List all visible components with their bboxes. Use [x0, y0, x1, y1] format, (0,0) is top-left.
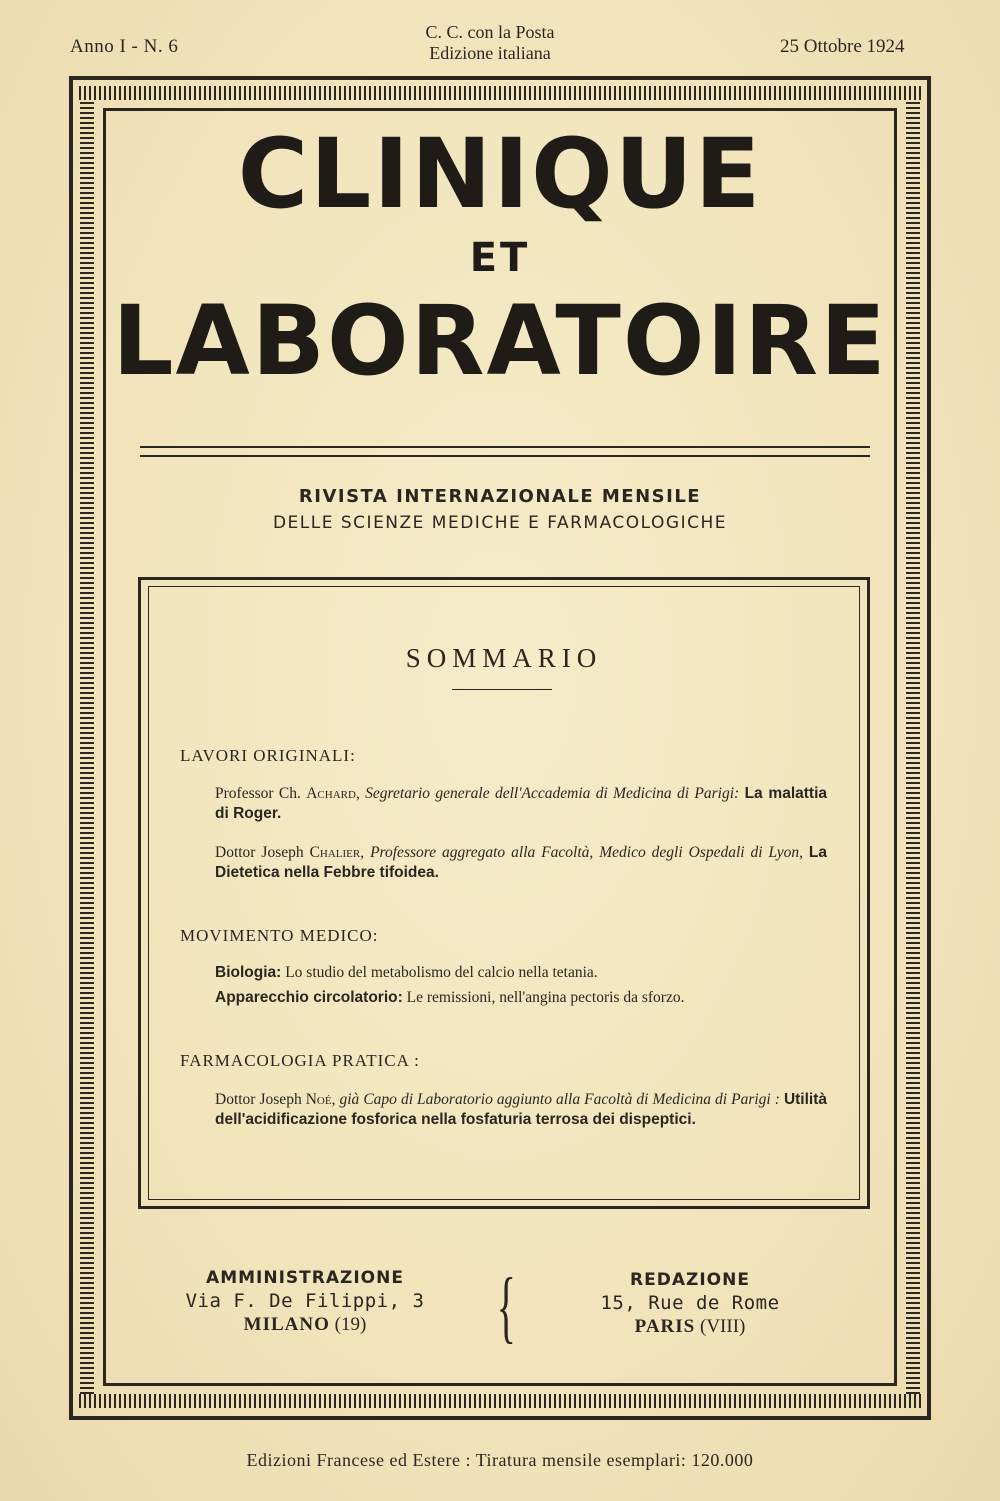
admin-city-line [150, 1314, 460, 1336]
title-line-1: CLINIQUE [237, 118, 763, 230]
brace-divider: { [496, 1263, 516, 1351]
subtitle-line-2: DELLE SCIENZE MEDICHE E FARMACOLOGICHE [272, 513, 728, 533]
entry-chalier: Dottor Joseph Chalier, Professore aggregato alla Facoltà, Medico degli Ospedali di Lyon, La Dietetica nella Febbre tifoidea. [215, 844, 827, 881]
admin-address: Via F. De Filippi, 3 [185, 1290, 425, 1312]
issue-date: 25 Ottobre 1924 [780, 36, 905, 57]
red-city-line [540, 1316, 840, 1338]
author-name: Chalier [309, 844, 361, 861]
summary-rule [452, 689, 552, 690]
border-hatch-bottom [79, 1394, 921, 1408]
movimento-line-1 [215, 964, 598, 982]
edition-line: Edizione italiana [429, 43, 551, 63]
postal-info [380, 22, 600, 64]
editorial-block [540, 1270, 840, 1338]
entry-prefix: Professor Ch. [215, 785, 301, 802]
admin-city: MILANO [243, 1314, 330, 1335]
article-title: La malattia di Roger. [215, 785, 828, 822]
author-role: Segretario generale dell'Accademia di Medicina di Parigi: [365, 785, 740, 802]
border-hatch-top [79, 86, 921, 100]
section-farmacologia: FARMACOLOGIA PRATICA : [180, 1051, 420, 1070]
postal-line: C. C. con la Posta [425, 22, 555, 42]
red-heading: REDAZIONE [630, 1270, 750, 1290]
entry-prefix: Dottor Joseph [215, 844, 304, 861]
title-line-3: LABORATOIRE [112, 285, 888, 397]
author-name: Noé [305, 1091, 332, 1108]
article-title: La Dietetica nella Febbre tifoidea. [215, 844, 827, 881]
line-label: Biologia: [215, 964, 282, 981]
movimento-line-2 [215, 989, 684, 1007]
line-text: Lo studio del metabolismo del calcio nella tetania. [285, 964, 598, 981]
entry-prefix: Dottor Joseph [215, 1091, 302, 1108]
title-line-2: ET [469, 235, 531, 281]
section-lavori: LAVORI ORIGINALI: [180, 746, 356, 765]
subtitle-line-1: RIVISTA INTERNAZIONALE MENSILE [298, 486, 702, 507]
author-name: Achard [306, 785, 356, 802]
border-hatch-right [906, 100, 920, 1394]
red-address: 15, Rue de Rome [600, 1292, 780, 1314]
double-rule-bottom [140, 455, 870, 457]
section-movimento: MOVIMENTO MEDICO: [180, 926, 379, 945]
line-text: Le remissioni, nell'angina pectoris da sforzo. [406, 989, 685, 1006]
circulation-line: Edizioni Francese ed Estere : Tiratura mensile esemplari: 120.000 [246, 1450, 754, 1470]
border-hatch-left [80, 100, 94, 1394]
red-district: (VIII) [700, 1316, 746, 1337]
entry-noe: Dottor Joseph Noé, già Capo di Laboratorio aggiunto alla Facoltà di Medicina di Parigi : Utilità dell'acidificazione fosforica nella fosfaturia terrosa dei dispeptici. [215, 1091, 828, 1128]
author-role: già Capo di Laboratorio aggiunto alla Facoltà di Medicina di Parigi : [339, 1091, 780, 1108]
issue-number: Anno I - N. 6 [70, 36, 179, 57]
red-city: PARIS [634, 1316, 696, 1337]
admin-heading: AMMINISTRAZIONE [206, 1268, 404, 1288]
line-label: Apparecchio circolatorio: [215, 989, 403, 1006]
administration-block [150, 1268, 460, 1336]
article-title: Utilità dell'acidificazione fosforica nella fosfaturia terrosa dei dispeptici. [215, 1091, 828, 1128]
admin-postcode: (19) [334, 1314, 367, 1335]
entry-achard: Professor Ch. Achard, Segretario generale dell'Accademia di Medicina di Parigi: La malattia di Roger. [215, 785, 828, 822]
author-role: Professore aggregato alla Facoltà, Medico degli Ospedali di Lyon, [370, 844, 803, 861]
double-rule-top [140, 446, 870, 448]
summary-heading: SOMMARIO [405, 643, 603, 673]
